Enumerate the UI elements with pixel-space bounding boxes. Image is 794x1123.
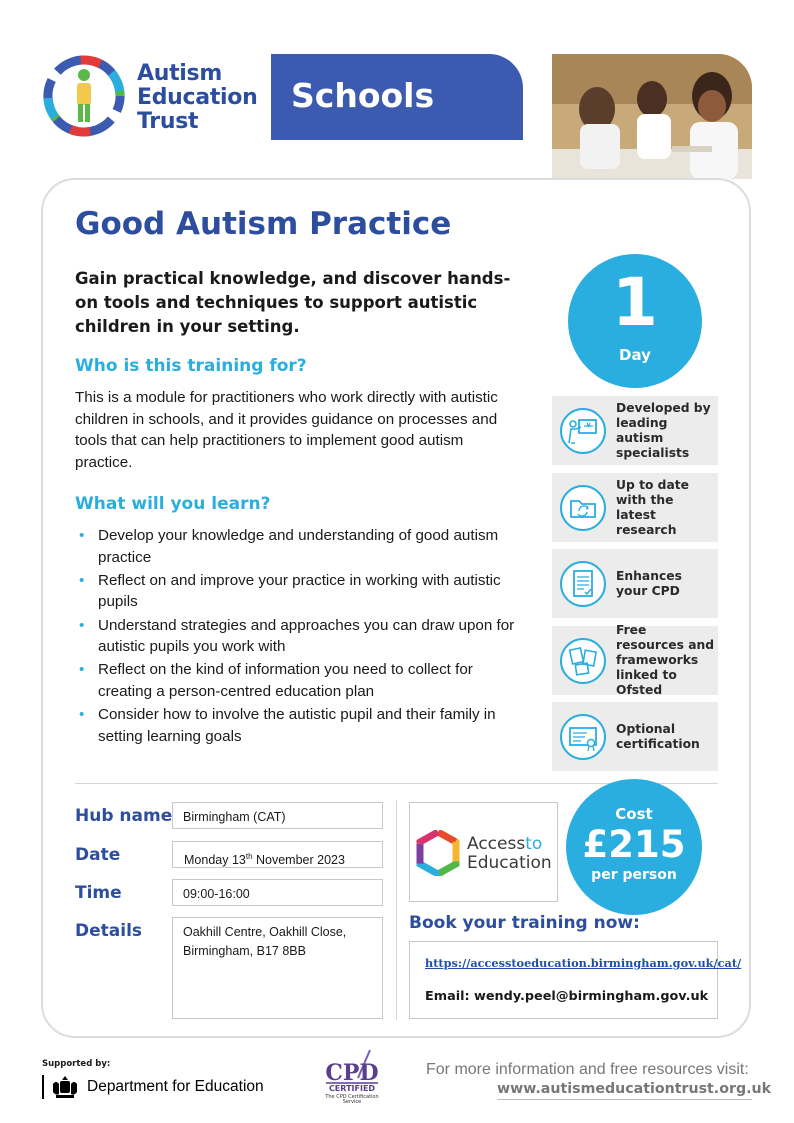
feature-text: Up to date with the latest research xyxy=(616,477,689,537)
hub-value-field xyxy=(172,802,383,829)
date-value-rest: November 2023 xyxy=(252,853,345,868)
feature-text: Developed by leading autism specialists xyxy=(616,400,711,460)
footer-underline xyxy=(497,1099,752,1100)
feature-item xyxy=(552,396,718,465)
dfe-name: Department for Education xyxy=(87,1078,264,1095)
royal-crest-icon xyxy=(50,1074,80,1100)
access-hexagon-icon xyxy=(415,830,461,876)
page-title: Good Autism Practice xyxy=(75,206,452,242)
intro-text: Gain practical knowledge, and discover hands-on tools and techniques to support autistic children in your setting. xyxy=(75,269,511,336)
feature-text: Free resources and frameworks linked to Ofsted xyxy=(616,623,715,697)
cost-per: per person xyxy=(591,867,677,883)
access-word: Access xyxy=(467,834,526,854)
feature-item xyxy=(552,702,718,771)
education-word: Education xyxy=(467,853,552,873)
duration-unit: Day xyxy=(619,346,651,364)
date-value-day: Monday 13 xyxy=(184,853,246,868)
to-word: to xyxy=(525,834,543,854)
cost-badge xyxy=(566,779,702,915)
feature-text: Enhances your CPD xyxy=(616,568,682,598)
list-item-text: Consider how to involve the autistic pupil and their family in setting learning goals xyxy=(98,706,496,745)
list-item xyxy=(75,704,515,747)
aet-logo xyxy=(40,52,128,140)
footer-info: For more information and free resources visit: xyxy=(426,1061,749,1078)
hub-label: Hub name xyxy=(75,806,173,826)
who-text: This is a module for practitioners who work directly with autistic children in schools, and it provides guidance on processes and tools that can help practitioners to implement good autism practice. xyxy=(75,389,498,471)
who-heading: Who is this training for? xyxy=(75,356,307,376)
column-divider xyxy=(396,800,397,1020)
cpd-main-text: CPD xyxy=(325,1060,379,1086)
list-item-text: Reflect on the kind of information you need to collect for creating a person-centred education plan xyxy=(98,661,473,700)
booking-email: Email: wendy.peel@birmingham.gov.uk xyxy=(425,989,709,1004)
cpd-certified-logo xyxy=(318,1048,386,1104)
footer-url[interactable]: www.autismeducationtrust.org.uk xyxy=(497,1081,772,1097)
brand-line-3: Trust xyxy=(137,109,199,134)
list-item xyxy=(75,525,515,568)
list-item xyxy=(75,570,515,613)
feature-item xyxy=(552,623,718,697)
feature-text: Optional certification xyxy=(616,721,700,751)
list-item-text: Understand strategies and approaches you can draw upon for autistic pupils you work with xyxy=(98,616,515,656)
date-value-field xyxy=(172,841,383,868)
learn-list xyxy=(75,525,515,749)
feature-item xyxy=(552,549,718,618)
schools-banner xyxy=(271,54,523,140)
cpd-certified-text: CERTIFIED xyxy=(328,1084,376,1093)
duration-number: 1 xyxy=(612,264,658,341)
hub-value: Birmingham (CAT) xyxy=(183,810,286,824)
list-item xyxy=(75,615,515,658)
time-label: Time xyxy=(75,883,122,903)
folder-refresh-icon xyxy=(559,484,607,532)
time-value: 09:00-16:00 xyxy=(183,887,250,901)
certificate-icon xyxy=(559,713,607,761)
booking-link[interactable]: https://accesstoeducation.birmingham.gov.uk/cat/ xyxy=(425,956,742,970)
list-item xyxy=(75,659,515,702)
learn-heading: What will you learn? xyxy=(75,494,271,514)
access-wordmark xyxy=(467,835,552,873)
brand-line-1: Autism xyxy=(137,61,222,86)
date-value-suffix: th xyxy=(245,852,253,861)
banner-label: Schools xyxy=(291,76,435,115)
documents-icon xyxy=(559,637,607,685)
feature-item xyxy=(552,473,718,542)
list-item-text: Develop your knowledge and understanding of good autism practice xyxy=(98,527,499,566)
presenter-board-icon xyxy=(559,407,607,455)
list-item-text: Reflect on and improve your practice in working with autistic pupils xyxy=(98,571,501,611)
time-value-field xyxy=(172,879,383,906)
date-label: Date xyxy=(75,845,121,865)
cost-label: Cost xyxy=(615,805,653,823)
dfe-bar xyxy=(42,1075,44,1099)
book-heading: Book your training now: xyxy=(409,913,640,933)
brand-line-2: Education xyxy=(137,85,258,110)
supported-by-label: Supported by: xyxy=(42,1059,111,1069)
details-value: Oakhill Centre, Oakhill Close, Birmingham, B17 8BB xyxy=(183,925,347,958)
cpd-service-text: The CPD Certification xyxy=(325,1094,379,1100)
cpd-service-text-2: Service xyxy=(342,1099,362,1104)
cost-value: £215 xyxy=(582,823,686,866)
details-label: Details xyxy=(75,921,143,941)
document-check-icon xyxy=(559,560,607,608)
classroom-photo xyxy=(552,54,752,179)
details-value-field xyxy=(172,917,383,1019)
booking-box xyxy=(409,941,742,1019)
access-to-education-logo xyxy=(409,802,558,902)
duration-badge xyxy=(568,254,702,388)
